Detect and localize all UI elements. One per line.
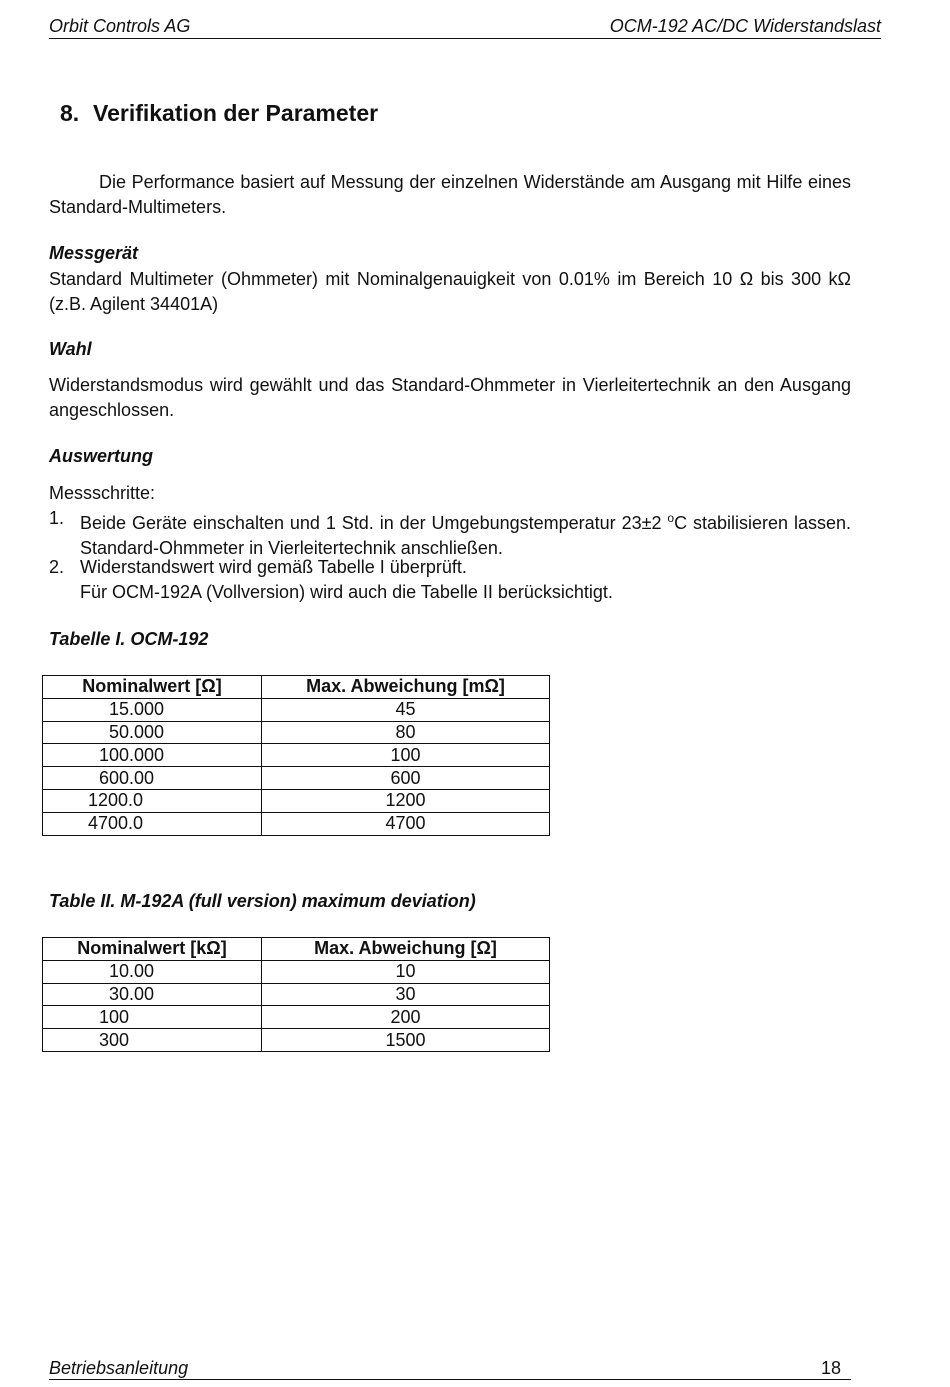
header-company: Orbit Controls AG [49,16,191,36]
page-number: 18 [820,1358,841,1378]
messgeraet-heading: Messgerät [49,243,139,263]
table-cell: 30.00 [43,983,262,1006]
table-cell: 10.00 [43,960,262,983]
table-cell: 100.000 [43,744,262,767]
table-row [43,983,550,1006]
table-2 [42,937,550,1052]
table-cell: 45 [262,698,550,721]
table-row [43,1029,550,1052]
column-header: Max. Abweichung [Ω] [262,938,550,961]
table-cell: 10 [262,960,550,983]
section-number: 8. [60,100,80,126]
page-header [49,16,881,39]
table-cell: 1500 [262,1029,550,1052]
wahl-heading: Wahl [49,339,92,359]
header-product: OCM-192 AC/DC Widerstandslast [609,16,881,36]
wahl-text: Widerstandsmodus wird gewählt und das Standard-Ohmmeter in Vierleitertechnik an den Ausgang angeschlossen. [49,375,851,420]
table-row [43,960,550,983]
intro-paragraph: Die Performance basiert auf Messung der einzelnen Widerstände am Ausgang mit Hilfe eines Standard-Multimeters. [49,172,851,217]
table-row [43,767,550,790]
footer-doc-title: Betriebsanleitung [49,1358,189,1378]
table-row [43,721,550,744]
section-title: Verifikation der Parameter [93,100,379,126]
table-cell: 15.000 [43,698,262,721]
table-row [43,812,550,835]
table-cell: 200 [262,1006,550,1029]
table-cell: 4700 [262,812,550,835]
list-item [49,506,851,560]
table-cell: 50.000 [43,721,262,744]
table-cell: 1200 [262,789,550,812]
step-text: Beide Geräte einschalten und 1 Std. in der Umgebungstemperatur 23±2 $^o$C stabilisieren lassen. Standard-Ohmmeter in Vierleitertechnik anschließen. [80,511,852,558]
table-cell: 1200.0 [43,789,262,812]
auswertung-heading: Auswertung [49,446,154,466]
table-cell: 600 [262,767,550,790]
table-cell: 100 [262,744,550,767]
step-number: 2. [49,557,65,577]
table-cell: 80 [262,721,550,744]
table-row [43,789,550,812]
page-footer [49,1358,851,1380]
column-header: Nominalwert [Ω] [43,676,262,699]
table-1 [42,675,550,836]
table-cell: 600.00 [43,767,262,790]
table-cell: 300 [43,1029,262,1052]
step-text: Widerstandswert wird gemäß Tabelle I überprüft. Für OCM-192A (Vollversion) wird auch die Tabelle II berücksichtigt. [80,557,613,602]
table2-caption: Table II. M-192A (full version) maximum deviation) [49,891,476,911]
auswertung-intro: Messschritte: [49,483,156,503]
section-heading [60,100,378,127]
table-row [43,698,550,721]
table-cell: 4700.0 [43,812,262,835]
step-number: 1. [49,508,65,528]
table-header-row [43,676,550,699]
list-item [49,555,851,604]
table-row [43,1006,550,1029]
column-header: Max. Abweichung [mΩ] [262,676,550,699]
table1-caption: Tabelle I. OCM-192 [49,629,209,649]
table-cell: 30 [262,983,550,1006]
column-header: Nominalwert [kΩ] [43,938,262,961]
table-cell: 100 [43,1006,262,1029]
table-header-row [43,938,550,961]
table-row [43,744,550,767]
messgeraet-text: Standard Multimeter (Ohmmeter) mit Nominalgenauigkeit von 0.01% im Bereich 10 Ω bis 300 kΩ (z.B. Agilent 34401A) [49,269,851,314]
